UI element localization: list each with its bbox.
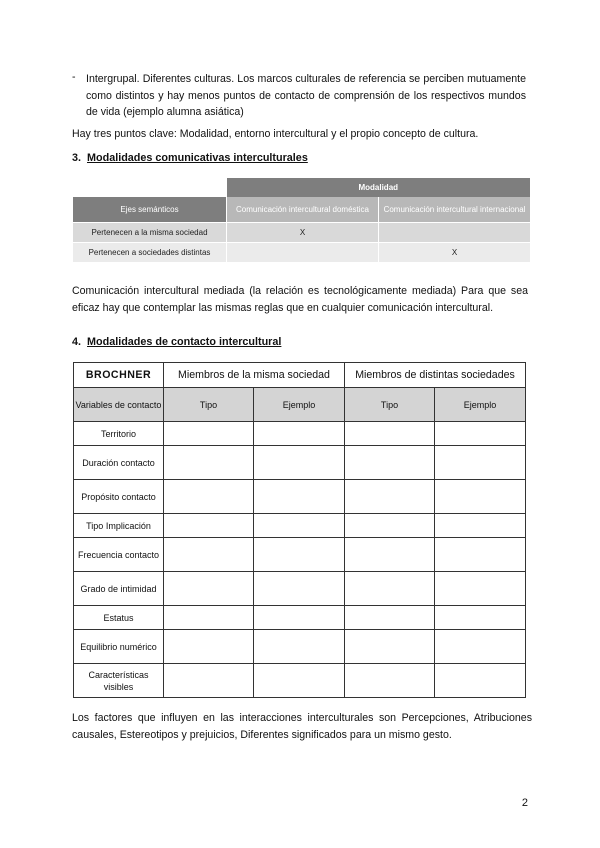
table-cell — [435, 422, 526, 446]
table1-cell — [227, 243, 379, 263]
table1-ejes-header: Ejes semánticos — [73, 197, 227, 223]
table-cell — [435, 480, 526, 514]
table-cell — [254, 514, 345, 538]
mediated-paragraph: Comunicación intercultural mediada (la relación es tecnológicamente mediada) Para que sea eficaz hay que contemplar las mismas reglas que en cualquier comunicación intercultural. — [72, 285, 528, 314]
table-cell — [254, 446, 345, 480]
bullet-dash: - — [72, 71, 76, 83]
table-row — [74, 664, 526, 698]
table1-cell: X — [227, 223, 379, 243]
table-row — [74, 572, 526, 606]
table-row — [74, 422, 526, 446]
table-cell — [254, 572, 345, 606]
table-cell — [164, 446, 254, 480]
table-cell — [345, 664, 435, 698]
section-3-title: Modalidades comunicativas interculturales — [87, 152, 308, 164]
ejemplo-header: Ejemplo — [254, 388, 345, 422]
table-cell — [254, 538, 345, 572]
table1-col2-header: Comunicación intercultural internacional — [379, 197, 531, 223]
table-row — [74, 630, 526, 664]
variable-label: Equilibrio numérico — [74, 630, 164, 664]
table-cell — [254, 480, 345, 514]
variable-label: Grado de intimidad — [74, 572, 164, 606]
key-points-paragraph: Hay tres puntos clave: Modalidad, entorno intercultural y el propio concepto de cultura. — [72, 128, 479, 140]
variable-label: Propósito contacto — [74, 480, 164, 514]
section-4-number: 4. — [72, 336, 82, 348]
group-same-society-header: Miembros de la misma sociedad — [164, 363, 345, 388]
table-row — [74, 480, 526, 514]
variable-label: Frecuencia contacto — [74, 538, 164, 572]
table-cell — [164, 664, 254, 698]
page-number: 2 — [521, 797, 528, 809]
variable-label: Estatus — [74, 606, 164, 630]
table-cell — [435, 606, 526, 630]
table-cell — [345, 446, 435, 480]
table1-modalidad-header: Modalidad — [227, 178, 531, 197]
table-cell — [164, 480, 254, 514]
table-cell — [164, 538, 254, 572]
table-cell — [164, 572, 254, 606]
table1-row-label: Pertenecen a sociedades distintas — [73, 243, 227, 263]
table1-cell — [379, 223, 531, 243]
table-cell — [435, 630, 526, 664]
table-cell — [345, 480, 435, 514]
table-cell — [254, 606, 345, 630]
section-3-heading — [72, 152, 308, 164]
tipo-header: Tipo — [345, 388, 435, 422]
closing-paragraph: Los factores que influyen en las interacciones interculturales son Percepciones, Atribuciones causales, Estereotipos y prejuicios, Diferentes significados para un mismo gesto. — [72, 712, 532, 741]
table-cell — [435, 572, 526, 606]
table-row — [74, 446, 526, 480]
table1-row-label: Pertenecen a la misma sociedad — [73, 223, 227, 243]
variables-header: Variables de contacto — [74, 388, 164, 422]
brochner-header: BROCHNER — [74, 363, 164, 388]
table-row — [73, 223, 530, 243]
modalidades-table — [73, 178, 530, 262]
table-cell — [435, 538, 526, 572]
table-cell — [345, 514, 435, 538]
table-cell — [345, 606, 435, 630]
table-cell — [254, 630, 345, 664]
section-3-number: 3. — [72, 152, 82, 164]
table-cell — [164, 606, 254, 630]
table-cell — [435, 446, 526, 480]
table-cell — [164, 630, 254, 664]
table1-cell: X — [379, 243, 531, 263]
table1-col1-header: Comunicación intercultural doméstica — [227, 197, 379, 223]
table-cell — [435, 664, 526, 698]
table-row — [74, 538, 526, 572]
variable-label: Tipo Implicación — [74, 514, 164, 538]
table-row — [74, 514, 526, 538]
tipo-header: Tipo — [164, 388, 254, 422]
table-cell — [164, 422, 254, 446]
group-different-societies-header: Miembros de distintas sociedades — [345, 363, 526, 388]
table-cell — [345, 630, 435, 664]
table-cell — [345, 538, 435, 572]
brochner-table — [73, 362, 526, 698]
table-cell — [254, 422, 345, 446]
variable-label: Características visibles — [74, 664, 164, 698]
variable-label: Territorio — [74, 422, 164, 446]
table-cell — [345, 572, 435, 606]
table1-blank-corner — [73, 178, 227, 197]
table-row — [73, 243, 530, 263]
table-cell — [254, 664, 345, 698]
ejemplo-header: Ejemplo — [435, 388, 526, 422]
table-cell — [435, 514, 526, 538]
section-4-title: Modalidades de contacto intercultural — [87, 336, 282, 348]
bullet-intergrupal: Intergrupal. Diferentes culturas. Los marcos culturales de referencia se perciben mutuamente como distintos y hay menos puntos de contacto de comprensión de los respectivos mundos de vida (ejemplo alumna asiática) — [86, 73, 526, 118]
table-row — [74, 606, 526, 630]
variable-label: Duración contacto — [74, 446, 164, 480]
table-cell — [164, 514, 254, 538]
table-cell — [345, 422, 435, 446]
section-4-heading — [72, 336, 281, 348]
